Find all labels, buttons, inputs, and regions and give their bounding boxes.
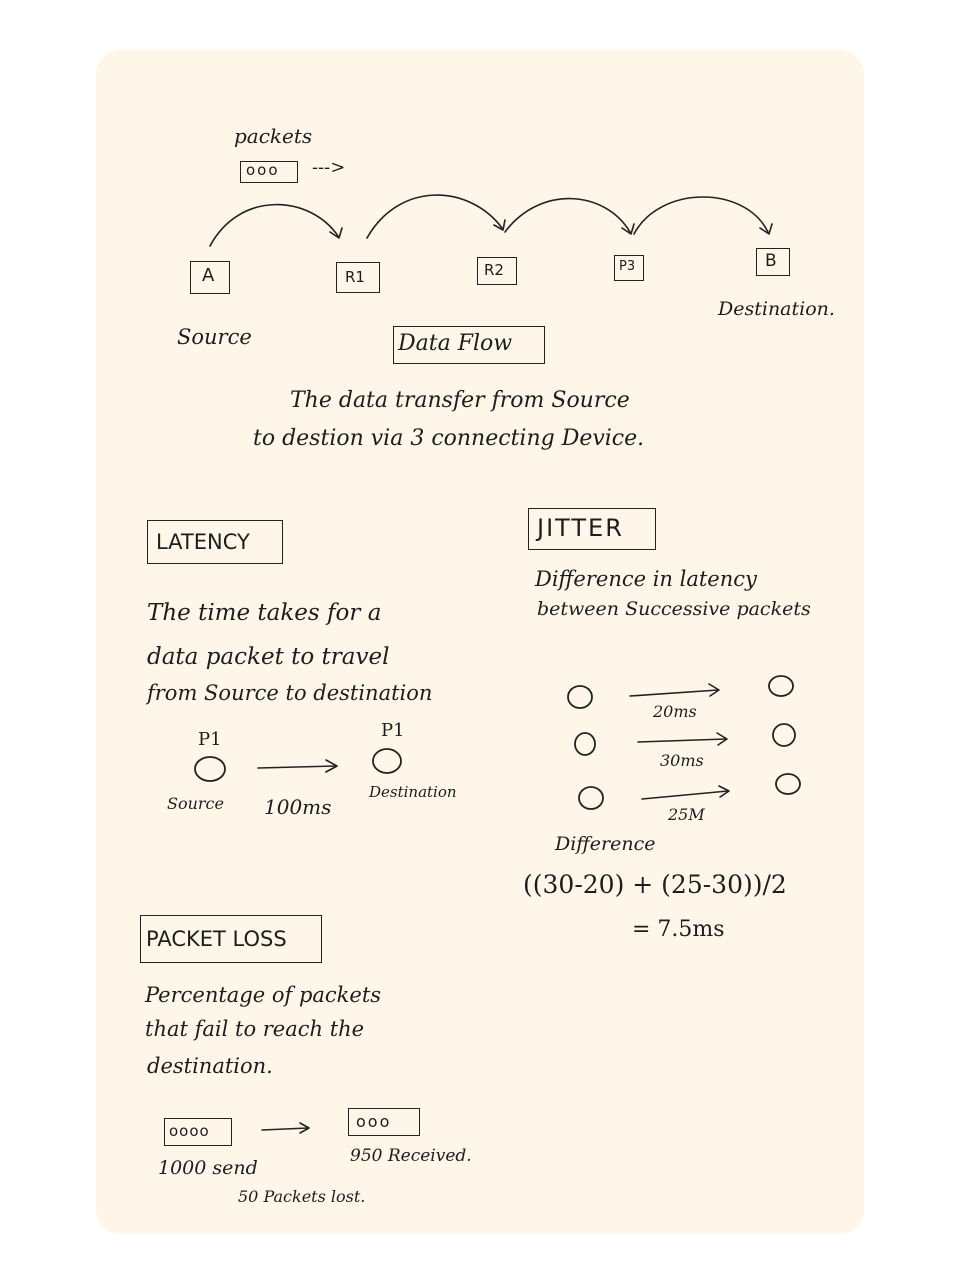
- node-b-label: B: [765, 251, 777, 271]
- packet-loss-line2: that fail to reach the: [145, 1017, 365, 1041]
- jitter-circle-l1: [568, 686, 592, 708]
- latency-arrow: [258, 766, 336, 768]
- sent-packets-glyph: oooo: [169, 1122, 210, 1140]
- flow-arc-r2-p3: [505, 199, 630, 232]
- packet-group-glyph: ooo: [246, 161, 280, 179]
- jitter-arrow-3: [642, 791, 728, 799]
- latency-dest-circle: [373, 749, 401, 773]
- jitter-circle-l2: [575, 733, 595, 755]
- jitter-time-1: 20ms: [653, 702, 697, 721]
- data-flow-title: Data Flow: [398, 331, 513, 356]
- flow-arc-p3-b: [634, 197, 768, 234]
- packet-loss-arrow: [262, 1128, 308, 1130]
- jitter-circle-r3: [776, 774, 800, 794]
- packet-loss-line1: Percentage of packets: [145, 983, 382, 1007]
- lost-label: 50 Packets lost.: [238, 1187, 366, 1206]
- packets-label: packets: [234, 124, 313, 148]
- latency-packet-dest-label: P1: [381, 720, 405, 741]
- jitter-circle-r2: [773, 724, 795, 746]
- data-flow-description-line1: The data transfer from Source: [290, 388, 630, 413]
- source-label: Source: [177, 325, 252, 349]
- latency-line2: data packet to travel: [147, 644, 390, 670]
- flow-arc-a-r1: [210, 205, 338, 246]
- data-flow-description-line2: to destion via 3 connecting Device.: [253, 426, 645, 451]
- latency-source-circle: [195, 757, 225, 781]
- packet-loss-title: PACKET LOSS: [146, 927, 287, 951]
- destination-label: Destination.: [718, 298, 835, 320]
- jitter-arrow-1: [630, 690, 718, 696]
- node-r1-label: R1: [345, 268, 365, 286]
- jitter-time-3: 25M: [668, 805, 705, 824]
- latency-line1: The time takes for a: [147, 600, 382, 626]
- node-p3-label: P3: [619, 259, 636, 274]
- jitter-line1: Difference in latency: [535, 567, 757, 591]
- node-a-label: A: [202, 265, 215, 286]
- latency-source-label: Source: [167, 794, 224, 813]
- flow-arc-r1-r2: [367, 195, 502, 238]
- jitter-time-2: 30ms: [660, 751, 704, 770]
- sent-label: 1000 send: [158, 1157, 258, 1179]
- latency-packet-source-label: P1: [198, 729, 222, 750]
- jitter-circle-l3: [579, 787, 603, 809]
- jitter-line2: between Successive packets: [537, 598, 811, 620]
- packet-loss-line3: destination.: [147, 1054, 273, 1078]
- latency-time-label: 100ms: [264, 795, 332, 819]
- latency-line3: from Source to destination: [147, 681, 433, 705]
- jitter-circle-r1: [769, 676, 793, 696]
- received-label: 950 Received.: [350, 1146, 472, 1166]
- jitter-title: JITTER: [537, 514, 624, 542]
- node-r2-label: R2: [484, 261, 504, 279]
- packet-direction-arrow: --->: [312, 157, 346, 178]
- latency-dest-label: Destination: [369, 783, 457, 801]
- jitter-result: = 7.5ms: [632, 917, 725, 942]
- received-packets-glyph: ooo: [356, 1112, 392, 1131]
- jitter-difference-label: Difference: [555, 833, 656, 855]
- jitter-arrow-2: [638, 739, 726, 742]
- jitter-formula: ((30-20) + (25-30))/2: [523, 870, 787, 899]
- latency-title: LATENCY: [156, 530, 250, 554]
